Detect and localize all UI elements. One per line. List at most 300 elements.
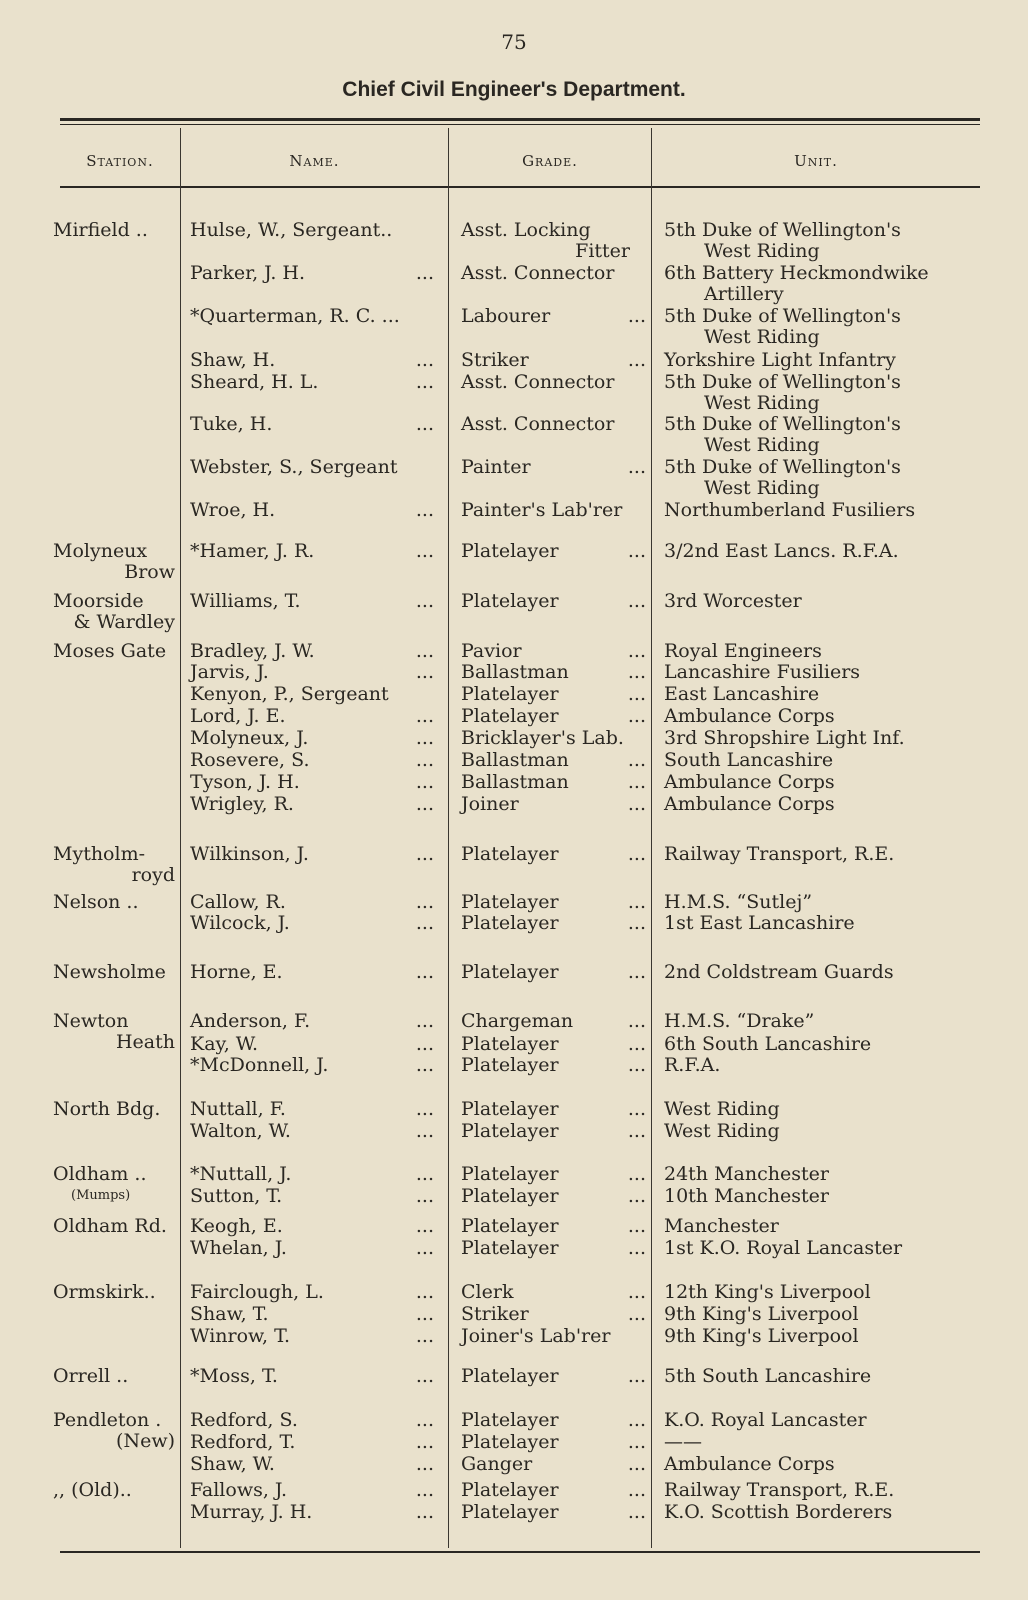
grade-cell	[461, 372, 646, 393]
unit-text: K.O. Royal Lancaster	[664, 1409, 867, 1431]
name-cell	[190, 844, 442, 865]
unit-cell	[664, 750, 984, 771]
name-cell	[190, 1304, 442, 1325]
person-name: *Hamer, J. R.	[190, 540, 315, 562]
name-cell	[190, 684, 442, 705]
person-name: Williams, T.	[190, 590, 301, 612]
name-cell	[190, 1034, 442, 1055]
grade-text: Platelayer	[461, 540, 559, 562]
name-cell	[190, 1326, 442, 1347]
unit-text: 9th King's Liverpool	[664, 1303, 859, 1325]
grade-text: Striker	[461, 349, 529, 371]
grade-text: Pavior	[461, 640, 522, 662]
leader-dots: ...	[415, 1501, 434, 1523]
unit-text: Ambulance Corps	[664, 793, 835, 815]
station-cell	[53, 220, 175, 241]
person-name: Shaw, W.	[190, 1453, 275, 1475]
grade-text: Platelayer	[461, 1215, 559, 1237]
unit-text-cont: Artillery	[704, 283, 784, 305]
station-cell	[53, 962, 175, 983]
grade-cell	[461, 844, 646, 865]
leader-dots: ...	[415, 640, 434, 662]
unit-cell	[664, 1304, 984, 1325]
leader-dots: ...	[627, 705, 646, 727]
unit-cell	[664, 220, 984, 262]
unit-cell	[664, 591, 984, 612]
unit-cell	[664, 1454, 984, 1475]
unit-cell	[664, 892, 984, 913]
unit-cell	[664, 541, 984, 562]
leader-dots: ...	[415, 1303, 434, 1325]
leader-dots: ...	[415, 413, 434, 435]
station-name: Oldham ..	[53, 1163, 147, 1185]
unit-text: Ambulance Corps	[664, 705, 835, 727]
grade-text: Platelayer	[461, 891, 559, 913]
grade-cell	[461, 1502, 646, 1523]
station-cell	[53, 844, 175, 886]
leader-dots: ...	[627, 1501, 646, 1523]
unit-text: West Riding	[664, 1120, 780, 1142]
grade-text: Platelayer	[461, 1501, 559, 1523]
person-name: Wrigley, R.	[190, 793, 294, 815]
unit-text: East Lancashire	[664, 683, 820, 705]
station-cell	[53, 1282, 175, 1303]
person-name: Keogh, E.	[190, 1215, 283, 1237]
unit-cell	[664, 844, 984, 865]
name-cell	[190, 541, 442, 562]
unit-cell	[664, 641, 984, 662]
unit-cell	[664, 306, 984, 348]
leader-dots: ...	[627, 1054, 646, 1076]
station-cell	[53, 1410, 175, 1452]
unit-text: 1st East Lancashire	[664, 912, 855, 934]
grade-text: Platelayer	[461, 1163, 559, 1185]
header-rule	[60, 186, 980, 188]
leader-dots: ...	[415, 1215, 434, 1237]
unit-text: ——	[664, 1431, 702, 1453]
grade-cell	[461, 306, 646, 327]
unit-text: K.O. Scottish Borderers	[664, 1501, 893, 1523]
column-divider	[448, 128, 449, 1548]
name-cell	[190, 220, 442, 241]
grade-cell	[461, 414, 646, 435]
grade-cell	[461, 1164, 646, 1185]
unit-text: 5th Duke of Wellington's	[664, 371, 901, 393]
grade-text: Asst. Connector	[461, 413, 615, 435]
leader-dots: ...	[627, 961, 646, 983]
unit-cell	[664, 913, 984, 934]
leader-dots: ...	[627, 1215, 646, 1237]
leader-dots: ...	[415, 727, 434, 749]
unit-text: 5th South Lancashire	[664, 1365, 872, 1387]
person-name: Anderson, F.	[190, 1010, 311, 1032]
leader-dots: ...	[415, 540, 434, 562]
grade-cell	[461, 962, 646, 983]
station-name: Pendleton .	[53, 1409, 162, 1431]
grade-text: Striker	[461, 1303, 529, 1325]
leader-dots: ...	[415, 1365, 434, 1387]
station-name: Oldham Rd.	[53, 1215, 167, 1237]
unit-text: R.F.A.	[664, 1054, 721, 1076]
person-name: Wilcock, J.	[190, 912, 290, 934]
page-number: 75	[501, 30, 527, 54]
grade-cell	[461, 794, 646, 815]
person-name: *Nuttall, J.	[190, 1163, 292, 1185]
station-cell	[53, 641, 175, 662]
grade-cell	[461, 1238, 646, 1259]
grade-text: Clerk	[461, 1281, 514, 1303]
header-station: Station.	[86, 152, 154, 170]
unit-text: Manchester	[664, 1215, 779, 1237]
leader-dots: ...	[627, 1163, 646, 1185]
leader-dots: ...	[415, 1325, 434, 1347]
person-name: Shaw, T.	[190, 1303, 269, 1325]
name-cell	[190, 728, 442, 749]
unit-cell	[664, 1410, 984, 1431]
unit-text: 5th Duke of Wellington's	[664, 413, 901, 435]
grade-cell	[461, 457, 646, 478]
station-cell	[53, 1216, 175, 1237]
name-cell	[190, 1186, 442, 1207]
leader-dots: ...	[627, 1281, 646, 1303]
name-cell	[190, 1216, 442, 1237]
station-name: Orrell ..	[53, 1365, 129, 1387]
grade-cell	[461, 220, 646, 262]
station-cell	[53, 1164, 175, 1206]
station-name-cont: & Wardley	[73, 611, 175, 633]
grade-cell	[461, 750, 646, 771]
leader-dots: ...	[415, 499, 434, 521]
grade-cell	[461, 1282, 646, 1303]
station-cell	[53, 892, 175, 913]
person-name: Tyson, J. H.	[190, 771, 300, 793]
station-name-cont: (New)	[116, 1430, 175, 1452]
leader-dots: ...	[415, 771, 434, 793]
unit-text: 5th Duke of Wellington's	[664, 456, 901, 478]
grade-text: Platelayer	[461, 1409, 559, 1431]
leader-dots: ...	[627, 1431, 646, 1453]
grade-text-cont: Fitter	[575, 240, 630, 262]
name-cell	[190, 706, 442, 727]
unit-cell	[664, 372, 984, 414]
grade-text: Ballastman	[461, 661, 569, 683]
name-cell	[190, 1011, 442, 1032]
name-cell	[190, 794, 442, 815]
station-cell	[53, 1011, 175, 1053]
name-cell	[190, 1282, 442, 1303]
unit-cell	[664, 662, 984, 683]
unit-text: H.M.S. “Drake”	[664, 1010, 815, 1032]
unit-text: 3/2nd East Lancs. R.F.A.	[664, 540, 899, 562]
unit-cell	[664, 1055, 984, 1076]
unit-text: 3rd Shropshire Light Inf.	[664, 727, 905, 749]
unit-cell	[664, 350, 984, 371]
grade-cell	[461, 662, 646, 683]
name-cell	[190, 350, 442, 371]
leader-dots: ...	[627, 683, 646, 705]
unit-text: Railway Transport, R.E.	[664, 843, 895, 865]
column-divider	[651, 128, 652, 1548]
leader-dots: ...	[627, 843, 646, 865]
grade-text: Asst. Connector	[461, 371, 615, 393]
header-grade: Grade.	[522, 152, 578, 170]
unit-text-cont: West Riding	[704, 326, 820, 348]
station-name-cont: Heath	[115, 1031, 175, 1053]
unit-cell	[664, 1366, 984, 1387]
leader-dots: ...	[415, 590, 434, 612]
person-name: Whelan, J.	[190, 1237, 287, 1259]
header-name: Name.	[289, 152, 340, 170]
unit-cell	[664, 1502, 984, 1523]
unit-text-cont: West Riding	[704, 434, 820, 456]
leader-dots: ...	[627, 661, 646, 683]
leader-dots: ...	[415, 1453, 434, 1475]
name-cell	[190, 306, 442, 327]
leader-dots: ...	[415, 1033, 434, 1055]
grade-cell	[461, 1432, 646, 1453]
grade-cell	[461, 1216, 646, 1237]
leader-dots: ...	[415, 1479, 434, 1501]
grade-text: Platelayer	[461, 705, 559, 727]
person-name: Tuke, H.	[190, 413, 273, 435]
unit-text: Ambulance Corps	[664, 1453, 835, 1475]
grade-text: Platelayer	[461, 1237, 559, 1259]
leader-dots: ...	[627, 590, 646, 612]
leader-dots: ...	[415, 1185, 434, 1207]
person-name: Shaw, H.	[190, 349, 276, 371]
leader-dots: ...	[415, 661, 434, 683]
grade-text: Bricklayer's Lab.	[461, 727, 624, 749]
leader-dots: ...	[415, 793, 434, 815]
station-name: Mytholm-	[53, 843, 146, 865]
unit-cell	[664, 706, 984, 727]
unit-text: H.M.S. “Sutlej”	[664, 891, 813, 913]
person-name: Murray, J. H.	[190, 1501, 313, 1523]
grade-cell	[461, 1366, 646, 1387]
grade-text: Chargeman	[461, 1010, 574, 1032]
unit-text: 5th Duke of Wellington's	[664, 305, 901, 327]
grade-text: Platelayer	[461, 961, 559, 983]
station-name: Molyneux	[53, 540, 148, 562]
grade-text: Ballastman	[461, 771, 569, 793]
station-name: Moses Gate	[53, 640, 167, 662]
leader-dots: ...	[415, 1120, 434, 1142]
name-cell	[190, 1164, 442, 1185]
grade-cell	[461, 1186, 646, 1207]
unit-text: Yorkshire Light Infantry	[664, 349, 896, 371]
grade-text: Platelayer	[461, 1479, 559, 1501]
unit-cell	[664, 1099, 984, 1120]
unit-text: Lancashire Fusiliers	[664, 661, 861, 683]
station-name: ,, (Old)..	[53, 1479, 132, 1501]
grade-text: Platelayer	[461, 590, 559, 612]
name-cell	[190, 641, 442, 662]
person-name: Bradley, J. W.	[190, 640, 315, 662]
grade-text: Platelayer	[461, 1054, 559, 1076]
unit-text: 3rd Worcester	[664, 590, 802, 612]
leader-dots: ...	[415, 705, 434, 727]
grade-cell	[461, 728, 646, 749]
leader-dots: ...	[627, 1098, 646, 1120]
leader-dots: ...	[415, 1010, 434, 1032]
name-cell	[190, 892, 442, 913]
unit-cell	[664, 263, 984, 305]
name-cell	[190, 1238, 442, 1259]
grade-cell	[461, 1121, 646, 1142]
header-unit: Unit.	[794, 152, 838, 170]
grade-cell	[461, 263, 646, 284]
station-name: Ormskirk..	[53, 1281, 156, 1303]
leader-dots: ...	[627, 1185, 646, 1207]
name-cell	[190, 1121, 442, 1142]
unit-text: 12th King's Liverpool	[664, 1281, 871, 1303]
name-cell	[190, 1480, 442, 1501]
page-title: Chief Civil Engineer's Department.	[342, 78, 686, 101]
leader-dots: ...	[627, 912, 646, 934]
leader-dots: ...	[415, 1281, 434, 1303]
grade-cell	[461, 1410, 646, 1431]
grade-text: Platelayer	[461, 843, 559, 865]
person-name: Kenyon, P., Sergeant	[190, 683, 389, 705]
leader-dots: ...	[415, 1054, 434, 1076]
unit-cell	[664, 684, 984, 705]
grade-text: Platelayer	[461, 683, 559, 705]
unit-text: Northumberland Fusiliers	[664, 499, 916, 521]
top-rule	[60, 118, 980, 121]
grade-text: Painter	[461, 456, 531, 478]
station-name: Moorside	[53, 590, 144, 612]
grade-text: Joiner	[461, 793, 519, 815]
bottom-rule	[60, 1551, 980, 1553]
unit-text: 5th Duke of Wellington's	[664, 219, 901, 241]
leader-dots: ...	[415, 349, 434, 371]
unit-cell	[664, 962, 984, 983]
person-name: Horne, E.	[190, 961, 283, 983]
grade-cell	[461, 772, 646, 793]
unit-cell	[664, 1238, 984, 1259]
unit-cell	[664, 1164, 984, 1185]
person-name: Winrow, T.	[190, 1325, 291, 1347]
leader-dots: ...	[627, 640, 646, 662]
station-name: Mirfield ..	[53, 219, 148, 241]
person-name: Wilkinson, J.	[190, 843, 309, 865]
grade-text: Platelayer	[461, 912, 559, 934]
name-cell	[190, 1366, 442, 1387]
grade-text: Labourer	[461, 305, 551, 327]
column-divider	[180, 128, 181, 1548]
grade-text: Platelayer	[461, 1431, 559, 1453]
unit-cell	[664, 772, 984, 793]
leader-dots: ...	[627, 349, 646, 371]
person-name: Lord, J. E.	[190, 705, 286, 727]
name-cell	[190, 1099, 442, 1120]
name-cell	[190, 1454, 442, 1475]
unit-text: West Riding	[664, 1098, 780, 1120]
grade-text: Platelayer	[461, 1365, 559, 1387]
leader-dots: ...	[627, 1479, 646, 1501]
unit-text: 6th Battery Heckmondwike	[664, 262, 929, 284]
grade-cell	[461, 1055, 646, 1076]
grade-text: Platelayer	[461, 1033, 559, 1055]
unit-cell	[664, 1282, 984, 1303]
unit-text: 9th King's Liverpool	[664, 1325, 859, 1347]
leader-dots: ...	[415, 1163, 434, 1185]
unit-text: South Lancashire	[664, 749, 834, 771]
grade-text: Asst. Connector	[461, 262, 615, 284]
unit-cell	[664, 1480, 984, 1501]
unit-cell	[664, 1011, 984, 1032]
name-cell	[190, 962, 442, 983]
person-name: Redford, S.	[190, 1409, 298, 1431]
station-name: Nelson ..	[53, 891, 139, 913]
name-cell	[190, 750, 442, 771]
person-name: Webster, S., Sergeant	[190, 456, 398, 478]
leader-dots: ...	[415, 891, 434, 913]
person-name: Rosevere, S.	[190, 749, 310, 771]
unit-cell	[664, 500, 984, 521]
unit-text-cont: West Riding	[704, 240, 820, 262]
station-cell	[53, 1480, 175, 1501]
leader-dots: ...	[415, 1431, 434, 1453]
grade-text: Joiner's Lab'rer	[461, 1325, 611, 1347]
unit-text: 1st K.O. Royal Lancaster	[664, 1237, 903, 1259]
unit-text: Ambulance Corps	[664, 771, 835, 793]
leader-dots: ...	[415, 1237, 434, 1259]
leader-dots: ...	[415, 749, 434, 771]
leader-dots: ...	[627, 1010, 646, 1032]
grade-cell	[461, 706, 646, 727]
person-name: Redford, T.	[190, 1431, 296, 1453]
name-cell	[190, 372, 442, 393]
person-name: Kay, W.	[190, 1033, 259, 1055]
name-cell	[190, 913, 442, 934]
unit-text: 10th Manchester	[664, 1185, 829, 1207]
grade-text: Platelayer	[461, 1098, 559, 1120]
leader-dots: ...	[415, 1098, 434, 1120]
grade-text: Platelayer	[461, 1120, 559, 1142]
unit-text-cont: West Riding	[704, 392, 820, 414]
name-cell	[190, 591, 442, 612]
grade-cell	[461, 500, 646, 521]
person-name: *Moss, T.	[190, 1365, 278, 1387]
grade-text: Platelayer	[461, 1185, 559, 1207]
leader-dots: ...	[627, 1033, 646, 1055]
person-name: Callow, R.	[190, 891, 286, 913]
grade-text: Ballastman	[461, 749, 569, 771]
grade-text: Ganger	[461, 1453, 533, 1475]
unit-cell	[664, 1034, 984, 1055]
grade-cell	[461, 1480, 646, 1501]
leader-dots: ...	[627, 540, 646, 562]
grade-cell	[461, 1454, 646, 1475]
unit-text: Royal Engineers	[664, 640, 822, 662]
name-cell	[190, 1432, 442, 1453]
unit-text-cont: West Riding	[704, 477, 820, 499]
name-cell	[190, 662, 442, 683]
leader-dots: ...	[415, 843, 434, 865]
leader-dots: ...	[627, 1303, 646, 1325]
unit-text: 24th Manchester	[664, 1163, 829, 1185]
unit-cell	[664, 457, 984, 499]
grade-cell	[461, 913, 646, 934]
grade-cell	[461, 641, 646, 662]
leader-dots: ...	[627, 1453, 646, 1475]
leader-dots: ...	[415, 961, 434, 983]
name-cell	[190, 1410, 442, 1431]
name-cell	[190, 772, 442, 793]
unit-cell	[664, 1121, 984, 1142]
grade-text: Asst. Locking	[461, 219, 591, 241]
